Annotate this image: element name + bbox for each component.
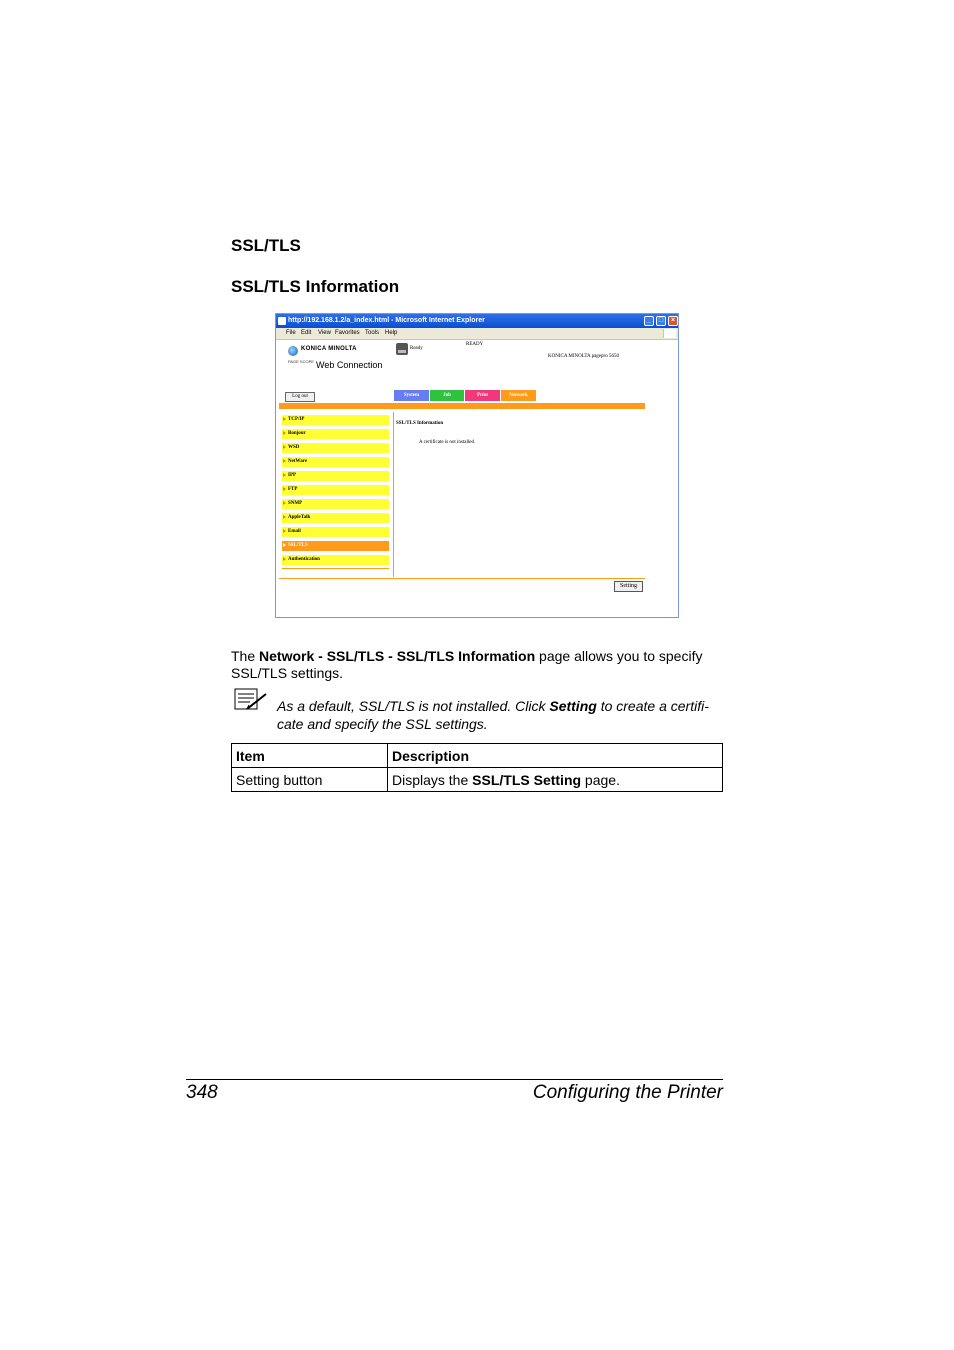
header-divider — [279, 403, 645, 409]
status-text: Ready — [410, 346, 423, 351]
sidebar-item-appletalk[interactable] — [282, 513, 389, 523]
arrow-icon — [283, 459, 286, 463]
windows-logo-icon — [663, 329, 676, 338]
description-paragraph — [231, 648, 726, 682]
table-header-row — [232, 744, 723, 768]
close-icon[interactable]: × — [668, 316, 678, 326]
tab-network[interactable]: Network — [501, 390, 536, 401]
sidebar-item-label: NetWare — [288, 459, 308, 464]
konica-minolta-logo-icon — [288, 346, 298, 356]
sidebar-item-ssltls[interactable] — [282, 541, 389, 551]
arrow-icon — [283, 501, 286, 505]
sidebar-item-email[interactable] — [282, 527, 389, 537]
menu-tools[interactable]: Tools — [365, 330, 380, 336]
arrow-icon — [283, 543, 286, 547]
ready-text: READY — [466, 342, 484, 347]
note-icon — [234, 688, 268, 712]
sidebar-item-label: FTP — [288, 487, 298, 492]
menu-view[interactable]: View — [318, 330, 331, 336]
ie-icon — [278, 317, 286, 325]
arrow-icon — [283, 417, 286, 421]
sidebar-item-label: IPP — [288, 473, 297, 478]
sidebar-item-label: WSD — [288, 445, 300, 450]
vertical-divider — [393, 412, 394, 577]
header-description: Description — [388, 744, 723, 768]
sidebar-item-bonjour[interactable] — [282, 429, 389, 439]
sidebar-item-label: TCP/IP — [288, 417, 305, 422]
browser-screenshot — [275, 313, 679, 618]
sidebar-item-snmp[interactable] — [282, 499, 389, 509]
note-bold: Setting — [549, 698, 597, 714]
menu-help[interactable]: Help — [385, 330, 398, 336]
table-row — [232, 768, 723, 792]
desc-text: Displays the — [392, 771, 473, 788]
item-table — [231, 743, 723, 792]
sidebar-item-tcpip[interactable] — [282, 415, 389, 425]
sidebar-item-label: Bonjour — [288, 431, 306, 436]
logout-button[interactable]: Log out — [285, 392, 315, 402]
para-bold: Network - SSL/TLS - SSL/TLS Information — [259, 648, 536, 664]
sidebar-item-label: AppleTalk — [288, 515, 311, 520]
arrow-icon — [283, 473, 286, 477]
main-title: SSL/TLS Information — [396, 421, 444, 426]
sidebar-item-label: Email — [288, 529, 301, 534]
printer-status-icon — [396, 343, 408, 355]
cell-item: Setting button — [232, 768, 388, 792]
tab-system[interactable]: System — [394, 390, 429, 401]
note-text-2: to create a certifi-cate and specify the SSL settings. — [277, 698, 709, 732]
footer-divider — [279, 578, 645, 579]
model-name: KONICA MINOLTA pagepro 5650 — [548, 354, 619, 359]
window-title: http://192.168.1.2/a_index.html - Microsoft Internet Explorer — [288, 317, 485, 324]
web-connection-title: Web Connection — [316, 360, 383, 370]
certificate-message: A certificate is not installed. — [419, 440, 476, 445]
chapter-title: Configuring the Printer — [532, 1082, 723, 1103]
arrow-icon — [283, 515, 286, 519]
arrow-icon — [283, 445, 286, 449]
subsection-heading: SSL/TLS Information — [231, 277, 400, 296]
menu-edit[interactable]: Edit — [301, 330, 312, 336]
arrow-icon — [283, 529, 286, 533]
sidebar-item-wsd[interactable] — [282, 443, 389, 453]
header-item: Item — [232, 744, 388, 768]
para-text: The — [231, 648, 260, 664]
page-number: 348 — [186, 1082, 218, 1103]
sidebar-item-label: Authentication — [288, 557, 320, 562]
arrow-icon — [283, 557, 286, 561]
menu-favorites[interactable]: Favorites — [335, 330, 360, 336]
maximize-icon[interactable]: □ — [656, 316, 666, 326]
menu-file[interactable]: File — [286, 330, 296, 336]
pagescope-logo: PAGE SCOPE — [288, 359, 314, 364]
section-heading: SSL/TLS — [231, 236, 301, 255]
page-content — [276, 340, 678, 618]
brand-logo-text: KONICA MINOLTA — [301, 346, 357, 352]
tab-job[interactable]: Job — [430, 390, 464, 401]
sidebar-item-ipp[interactable] — [282, 471, 389, 481]
sidebar-item-authentication[interactable] — [282, 555, 389, 565]
para-text-2: page allows you to specify SSL/TLS settings. — [231, 648, 703, 681]
sidebar-item-netware[interactable] — [282, 457, 389, 467]
minimize-icon[interactable]: _ — [644, 316, 654, 326]
menu-bar — [276, 328, 678, 340]
note-text-1: As a default, SSL/TLS is not installed. Click — [277, 698, 550, 714]
sidebar-divider — [282, 568, 389, 569]
tab-print[interactable]: Print — [465, 390, 500, 401]
desc-text-2: page. — [581, 771, 620, 788]
cell-description — [388, 768, 723, 792]
sidebar-item-label: SSL/TLS — [288, 543, 308, 548]
arrow-icon — [283, 431, 286, 435]
note-text — [277, 697, 727, 733]
desc-bold: SSL/TLS Setting — [472, 771, 582, 788]
sidebar-item-label: SNMP — [288, 501, 303, 506]
sidebar-item-ftp[interactable] — [282, 485, 389, 495]
footer-rule — [186, 1079, 723, 1080]
arrow-icon — [283, 487, 286, 491]
window-titlebar — [276, 314, 678, 328]
setting-button[interactable]: Setting — [614, 581, 643, 592]
